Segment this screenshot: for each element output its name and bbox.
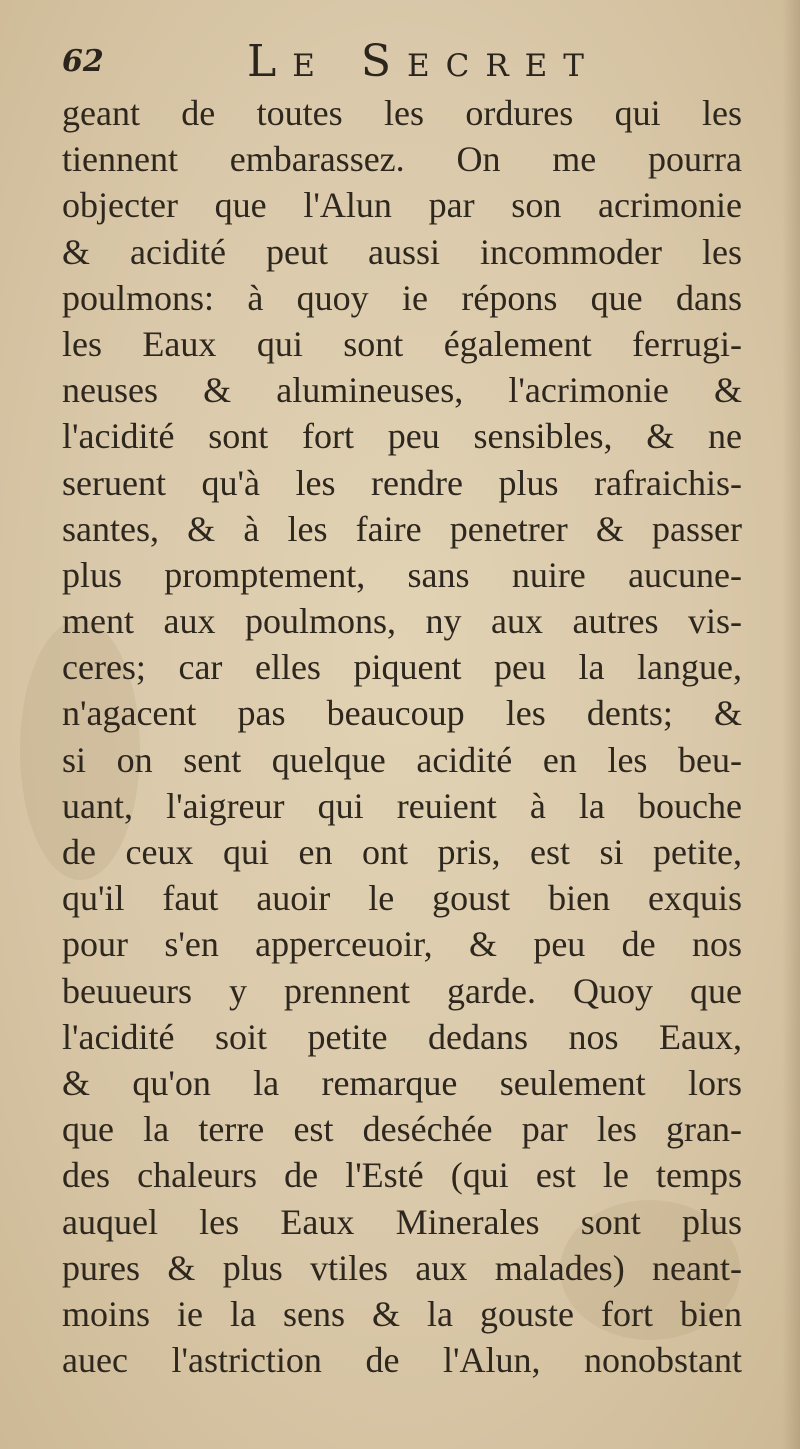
text-line: auec l'astriction de l'Alun, nonobstant — [62, 1340, 742, 1381]
running-head: Le Secret — [247, 36, 600, 87]
body-text — [62, 90, 742, 1383]
page-edge-shadow — [782, 0, 800, 1449]
text-line: tiennent embarassez. On me pourra — [62, 139, 742, 180]
text-line: de ceux qui en ont pris, est si petite, — [62, 832, 742, 872]
text-line: & acidité peut aussi incommoder les — [62, 231, 742, 272]
text-line: des chaleurs de l'Esté (qui est le temps — [62, 1155, 742, 1196]
text-line: pour s'en apperceuoir, & peu de nos — [62, 924, 742, 965]
text-line: ceres; car elles piquent peu la langue, — [62, 647, 742, 688]
text-line: qu'il faut auoir le goust bien exquis — [62, 878, 742, 919]
text-line: plus promptement, sans nuire aucune- — [62, 554, 742, 595]
text-line: beuueurs y prennent garde. Quoy que — [62, 970, 742, 1011]
page-header — [62, 34, 742, 98]
text-line: n'agacent pas beaucoup les dents; & — [62, 693, 742, 734]
text-line: seruent qu'à les rendre plus rafraichis- — [62, 462, 742, 503]
text-line: auquel les Eaux Minerales sont plus — [62, 1201, 742, 1242]
text-line: si on sent quelque acidité en les beu- — [62, 739, 742, 780]
text-line: l'acidité sont fort peu sensibles, & ne — [62, 416, 742, 457]
text-line: que la terre est deséchée par les gran- — [62, 1109, 742, 1150]
text-line: geant de toutes les ordures qui les — [62, 93, 742, 133]
page-number: 62 — [62, 44, 104, 79]
text-line: ment aux poulmons, ny aux autres vis- — [62, 601, 742, 642]
text-line: pures & plus vtiles aux malades) neant- — [62, 1247, 742, 1288]
text-line: les Eaux qui sont également ferrugi- — [62, 323, 742, 364]
text-line: poulmons: à quoy ie répons que dans — [62, 277, 742, 318]
text-line: uant, l'aigreur qui reuient à la bouche — [62, 785, 742, 826]
text-line: & qu'on la remarque seulement lors — [62, 1062, 742, 1103]
text-line: objecter que l'Alun par son acrimonie — [62, 185, 742, 226]
text-line: santes, & à les faire penetrer & passer — [62, 508, 742, 549]
text-line: moins ie la sens & la gouste fort bien — [62, 1293, 742, 1334]
text-line: l'acidité soit petite dedans nos Eaux, — [62, 1016, 742, 1057]
text-line: neuses & alumineuses, l'acrimonie & — [62, 370, 742, 411]
